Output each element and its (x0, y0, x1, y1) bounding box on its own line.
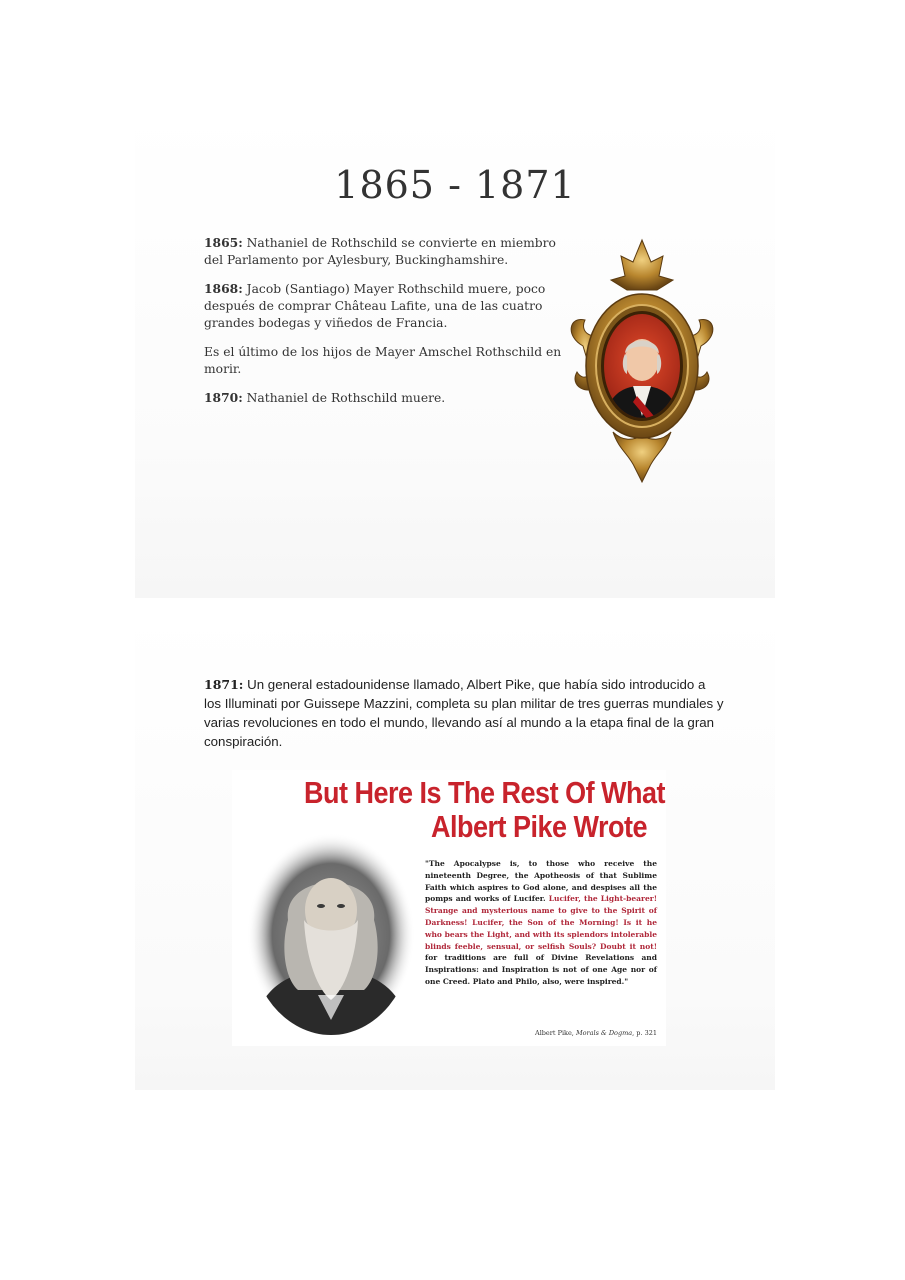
poster-headline-line2: Albert Pike Wrote (431, 810, 648, 844)
page-title: 1865 - 1871 (334, 163, 576, 207)
quote-part2: for traditions are full of Divine Revelations and Inspirations: and Inspiration is not of one Age nor of one Creed. Plato and Philo, also, were inspired." (425, 953, 657, 986)
entry-1868 (204, 280, 569, 332)
cite-author: Albert Pike, (535, 1029, 576, 1037)
entry-text: Nathaniel de Rothschild se convierte en miembro del Parlamento por Aylesbury, Buckinghamshire. (204, 236, 556, 267)
entry-year: 1868: (204, 281, 243, 296)
cite-page: , p. 321 (632, 1029, 657, 1037)
pike-quote (425, 858, 657, 988)
ornate-frame-portrait-icon (563, 236, 721, 484)
quote-citation (425, 1029, 657, 1037)
poster-headline-line1: But Here Is The Rest Of What (304, 776, 666, 810)
entry-year: 1870: (204, 390, 243, 405)
entry-text: Es el último de los hijos de Mayer Amschel Rothschild en morir. (204, 345, 562, 376)
timeline-entries (204, 234, 569, 418)
paragraph-text: Un general estadounidense llamado, Albert Pike, que había sido introducido a los Illuminati por Guissepe Mazzini, completa su plan militar de tres guerras mundiales y varias revoluciones en todo el mundo, llevando así al mundo a la etapa final de la gran conspiración. (204, 677, 724, 750)
cite-book: Morals & Dogma (575, 1029, 633, 1037)
entry-text: Jacob (Santiago) Mayer Rothschild muere, poco después de comprar Château Lafite, una de las cuatro grandes bodegas y viñedos de Francia. (204, 282, 546, 330)
slide-1871 (135, 610, 775, 1090)
quote-part1: "The Apocalypse is, to those who receive the nineteenth Degree, the Apotheosis of that Sublime Faith which aspires to God alone, and despises all the pomps and works of Lucifer. (425, 859, 657, 904)
entry-1865 (204, 234, 569, 269)
quote-red-part: Lucifer, the Light-bearer! Strange and mysterious name to give to the Spirit of Darkness! Lucifer, the Son of the Morning! Is it he who bears the Light, and with its splendors intolerable blinds feeble, sensual, or selfish Souls? Doubt it not! (425, 894, 657, 951)
entry-1870 (204, 389, 569, 407)
entry-last-son (204, 343, 569, 378)
slide-1865-1871 (135, 108, 775, 598)
albert-pike-poster (232, 770, 666, 1046)
entry-year: 1865: (204, 235, 243, 250)
paragraph-1871 (204, 675, 724, 751)
paragraph-year: 1871: (204, 677, 244, 693)
albert-pike-portrait-icon (246, 830, 416, 1040)
entry-text: Nathaniel de Rothschild muere. (242, 391, 446, 405)
